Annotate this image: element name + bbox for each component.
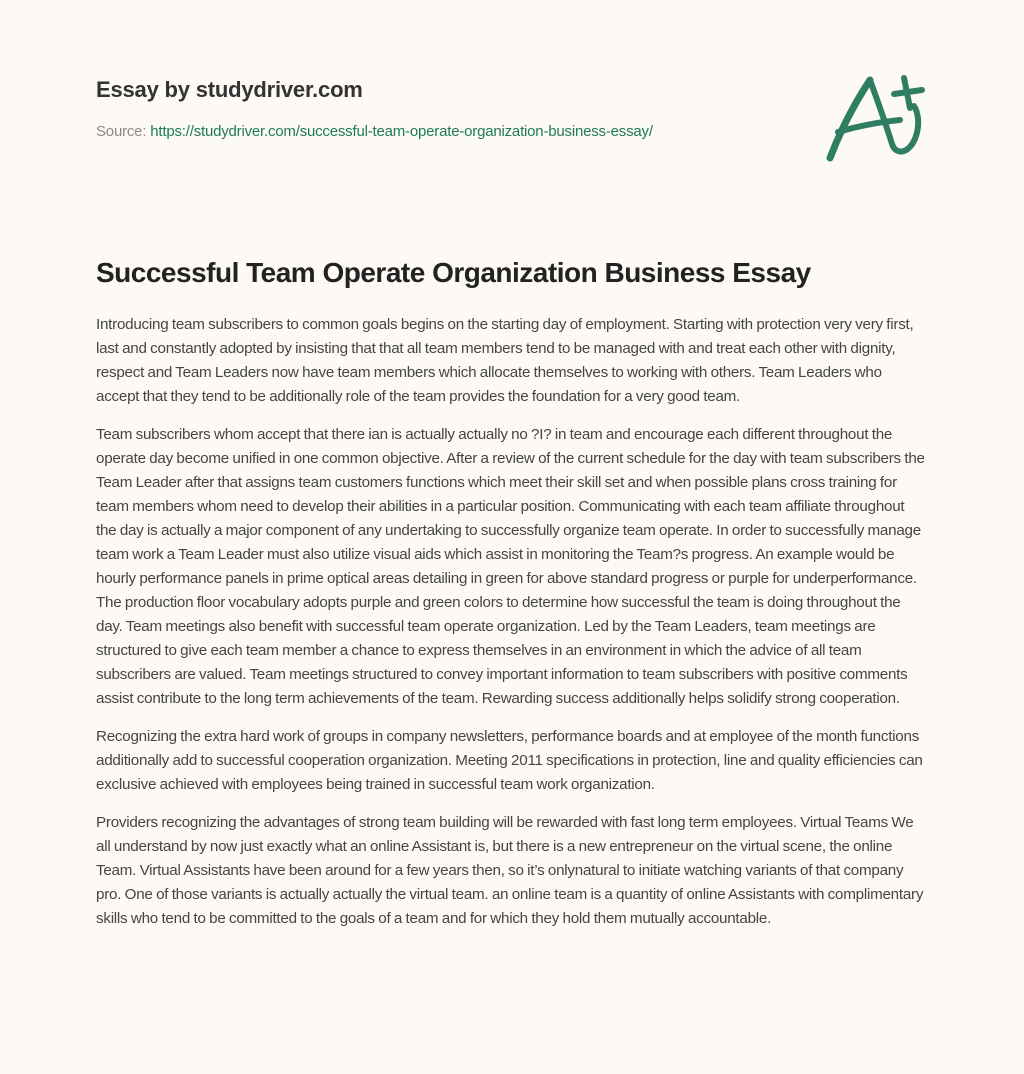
site-title: Essay by studydriver.com: [96, 77, 363, 102]
essay-paragraph: Providers recognizing the advantages of strong team building will be rewarded with fast long term employees. Virtual Teams We all understand by now just exactly what an online Assistant is, but there is a new entrepreneur on the virtual scene, the online Team. Virtual Assistants have been around for a few years then, so it’s onlynatural to initiate watching variants of that company pro. One of those variants is actually actually the virtual team. an online team is a quantity of online Assistants with complimentary skills who tend to be committed to the goals of a team and for which they hold them mutually accountable.: [96, 814, 924, 927]
essay-article: [96, 253, 928, 945]
a-plus-grade-icon: [818, 62, 930, 168]
source-line: [96, 122, 816, 142]
source-label: Source:: [96, 123, 147, 140]
essay-paragraph: Introducing team subscribers to common goals begins on the starting day of employment. Starting with protection very very first, last and constantly adopted by insisting that that all team members tend to be managed with and treat each other with dignity, respect and Team Leaders now have team members which allocate themselves to working with others. Team Leaders who accept that they tend to be additionally role of the team provides the foundation for a very good team.: [96, 316, 914, 405]
essay-title: Successful Team Operate Organization Business Essay: [96, 257, 811, 288]
essay-paragraph: Team subscribers whom accept that there ian is actually actually no ?I? in team and encourage each different throughout the operate day become unified in one common objective. After a review of the current schedule for the day with team subscribers the Team Leader after that assigns team customers functions which meet their skill set and when possible plans cross training for team members whom need to develop their abilities in a particular position. Communicating with each team affiliate throughout the day is actually a major component of any undertaking to successfully organize team operate. In order to successfully manage team work a Team Leader must also utilize visual aids which assist in monitoring the Team?s progress. An example would be hourly performance panels in prime optical areas detailing in green for above standard progress or purple for underperformance. The production floor vocabulary adopts purple and green colors to determine how successful the team is doing throughout the day. Team meetings also benefit with successful team operate organization. Led by the Team Leaders, team meetings are structured to give each team member a chance to express themselves in an environment in which the advice of all team subscribers are valued. Team meetings structured to convey important information to team subscribers with positive comments assist contribute to the long term achievements of the team. Rewarding success additionally helps solidify strong cooperation.: [96, 426, 925, 707]
essay-header: [96, 76, 816, 142]
essay-paragraph: Recognizing the extra hard work of groups in company newsletters, performance boards and at employee of the month functions additionally add to successful cooperation organization. Meeting 2011 specifications in protection, line and quality efficiencies can exclusive achieved with employees being trained in successful team work organization.: [96, 728, 923, 793]
source-link[interactable]: https://studydriver.com/successful-team-operate-organization-business-essay/: [150, 123, 653, 140]
